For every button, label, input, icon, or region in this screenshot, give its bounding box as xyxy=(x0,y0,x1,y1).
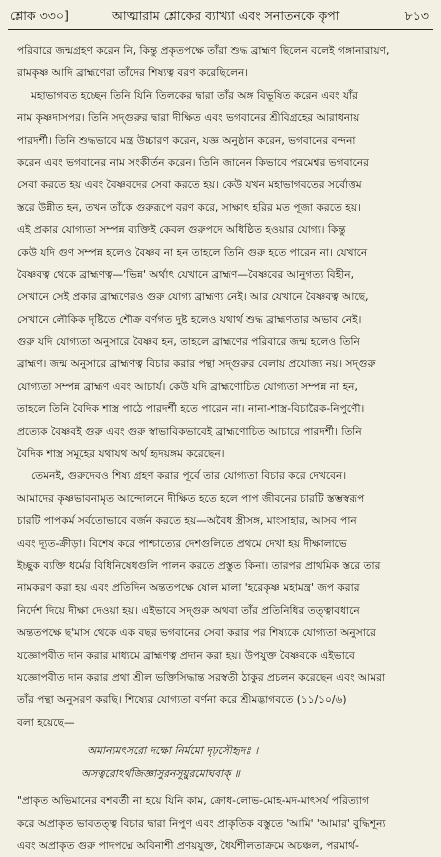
text-line: নামকরণ করা হয় এবং প্রতিদিন অন্ততপক্ষে ষোল মালা 'হরেকৃষ্ণ মহামন্ত্র' জপ করার xyxy=(17,582,360,595)
text-line: সেখানে লৌকিক দৃষ্টিতে শৌক্র বর্ণগত দুষ্ট হলেও যথার্থ শুদ্ধ ব্রাহ্মণতার অভাব নেই। xyxy=(17,313,362,326)
text-line: তাহলে তিনি বৈদিক শাস্ত্র পাঠে পারদর্শী হতে পারেন না। নানা-শাস্ত্র-বিচারৈক-নিপুণৌ। xyxy=(17,403,365,416)
text-line: বলা হয়েছে— xyxy=(17,716,75,729)
body-text xyxy=(17,40,427,857)
text-line: সেবা করতে হয় এবং বৈষ্ণবদের সেবা করতে হয়। কেউ যখন মহাভাগবতের সর্বোত্তম xyxy=(17,179,362,192)
text-line: পরিবারে জন্মগ্রহণ করেন নি, কিন্তু প্রকৃতপক্ষে তাঁরা শুদ্ধ ব্রাহ্মণ ছিলেন বলেই গঙ্গানারায়ণ, xyxy=(17,45,390,57)
text-line: যোগ্যতা সম্পন্ন ব্রাহ্মণ এবং আচার্য। কেউ যদি ব্রাহ্মণোচিত যোগ্যতা সম্পন্ন না হন, xyxy=(17,380,358,393)
text-line: গুরু যদি যোগ্যতা অনুসারে বৈষ্ণব হন, তাহলে ব্রাহ্মণের পরিবারে জন্ম হলেও তিনি xyxy=(17,336,360,349)
text-line: কেউ যদি গুণ সম্পন্ন হলেও বৈষ্ণব না হন তাহলে তিনি গুরু হতে পারেন না। যেখানে xyxy=(17,246,368,259)
text-line: সেখানে সেই প্রকার ব্রাহ্মণেরও গুরু যোগ্য ব্রাহ্মণ্য নেই। আর যেখানে বৈষ্ণবত্ব আছে, xyxy=(17,291,369,304)
text-line: ইচ্ছুক ব্যক্তি ধর্মের বিধিনিষেধগুলি পালন করতে প্রস্তুত কিনা। তারপর প্রাথমিক স্তরে তার xyxy=(17,559,381,572)
text-line: এই প্রকার যোগ্যতা সম্পন্ন ব্যক্তিই কেবল গুরুপদে অধিষ্ঠিত হওয়ার যোগ্য। কিন্তু xyxy=(17,224,346,237)
page-header xyxy=(0,4,441,28)
text-line: বৈদিক শাস্ত্র সমূহের যথাযথ অর্থ হৃদয়ঙ্গম করেছেন। xyxy=(17,448,225,461)
verse-line: অমান্যমৎসরো দক্ষো নির্মমো দৃঢ়সৌহৃদঃ । xyxy=(87,745,259,758)
text-line: তেমনই, গুরুদেবও শিষ্য গ্রহণ করার পূর্বে তার যোগ্যতা বিচার করে দেখবেন। xyxy=(31,470,347,483)
text-line: পারদর্শী। তিনি শুদ্ধভাবে মন্ত্র উচ্চারণ করেন, যজ্ঞ অনুষ্ঠান করেন, ভগবানের বন্দনা xyxy=(17,134,356,147)
text-line: করেন এবং ভগবানের নাম সংকীর্তন করেন। তিনি জানেন কিভাবে পরমেশ্বর ভগবানের xyxy=(17,156,369,169)
chapter-running-title: আত্মারাম শ্লোকের ব্যাখ্যা এবং সনাতনকে কৃপা xyxy=(112,8,340,23)
text-line: করে অপ্রাকৃত ভাবতত্ত্ব বিচার দ্বারা নিপুণ এবং প্রাকৃতিক বস্তুতে 'আমি' 'আমার' বুদ্ধিশূন্য xyxy=(17,817,386,830)
text-line: এবং অপ্রাকৃত গুরু পাদপদ্মে অবিনাশী প্রণয়যুক্ত, ধৈর্যশীলতাক্রমে অচঞ্চল, পরমার্থ- xyxy=(17,839,359,852)
text-line: এবং দ্যূত-ক্রীড়া। বিশেষ করে পাশ্চাত্যের দেশগুলিতে প্রথমে দেখা হয় দীক্ষালাভে xyxy=(17,537,347,550)
text-line: যজ্ঞোপবীত দান করার মাধ্যমে ব্রাহ্মণত্ব প্রদান করা হয়। উপযুক্ত বৈষ্ণবকে এইভাবে xyxy=(17,649,355,662)
text-line: তাঁর পন্থা অনুসরণ করছি। শিষ্যের যোগ্যতা বর্ণনা করে শ্রীমদ্ভাগবতে (১১/১০/৬) xyxy=(17,694,347,707)
page-number: ৮১৩ xyxy=(404,8,429,23)
text-line: ব্রাহ্মণ। জন্ম অনুসারে ব্রাহ্মণত্ব বিচার করার পন্থা সদ্গুরুর বেলায় প্রযোজ্য নয়। সদ্গুরু xyxy=(17,358,376,371)
text-line: মহাভাগবত হচ্ছেন তিনি যিনি তিলকের দ্বারা তাঁর অঙ্গ বিভূষিত করেন এবং যাঁর xyxy=(31,89,358,102)
text-line: চারটি পাপকর্ম সর্বতোভাবে বর্জন করতে হয়—অবৈধ স্ত্রীসঙ্গ, মাংসাহার, আসব পান xyxy=(17,515,357,528)
text-line: প্রত্যেক বৈষ্ণবই গুরু এবং গুরু স্বাভাবিকভাবেই ব্রাহ্মণোচিত আচারে পারদর্শী। তিনি xyxy=(17,425,362,438)
text-line: অন্ততপক্ষে ছ'মাস থেকে এক বছর ভগবানের সেবা করার পর শিষ্যকে যোগ্যতা অনুসারে xyxy=(17,627,376,640)
verse-line: অসত্বরোঽর্থজিজ্ঞাসুরনসূয়ুরমোঘবাক্ ॥ xyxy=(81,768,240,781)
text-line: যজ্ঞোপবীত দান করার প্রথা শ্রীল ভক্তিসিদ্ধান্ত সরস্বতী ঠাকুর প্রচলন করেছেন এবং আমরা xyxy=(17,671,386,684)
text-line: নির্দেশ দিয়ে দীক্ষা দেওয়া হয়। এইভাবে সদ্গুরু অথবা তাঁর প্রতিনিধির তত্ত্বাবধানে xyxy=(17,604,360,617)
text-line: স্তরে উন্নীত হন, তখন তাঁকে গুরুরূপে বরণ করে, সাক্ষাৎ হরির মত পূজা করতে হয়। xyxy=(17,201,361,214)
text-line: বৈষ্ণবত্ব থেকে ব্রাহ্মণত্ব—'ভিন্ন' অর্থাৎ যেখানে ব্রাহ্মণ—বৈষ্ণবের আনুগত্য বিহীন, xyxy=(17,268,354,281)
text-line: "প্রাকৃত অভিমানের বশবর্তী না হয়ে যিনি কাম, ক্রোধ-লোভ-মোহ-মদ-মাৎসর্য পরিত্যাগ xyxy=(17,795,370,808)
text-line: রামকৃষ্ণ আদি ব্রাহ্মণেরা তাঁদের শিষ্যত্ব বরণ করেছিলেন। xyxy=(17,67,249,80)
text-line: আমাদের কৃষ্ণভাবনামৃত আন্দোলনে দীক্ষিত হতে হলে পাপ জীবনের চারটি স্তম্ভস্বরূপ xyxy=(17,492,365,505)
text-line: নাম কৃষ্ণদাসপর। তিনি সদ্গুরুর দ্বারা দীক্ষিত এবং ভগবানের শ্রীবিগ্রহের আরাধনায় xyxy=(17,112,360,125)
verse-reference: শ্লোক ৩৩০] xyxy=(10,8,69,23)
header-rule xyxy=(8,29,433,30)
